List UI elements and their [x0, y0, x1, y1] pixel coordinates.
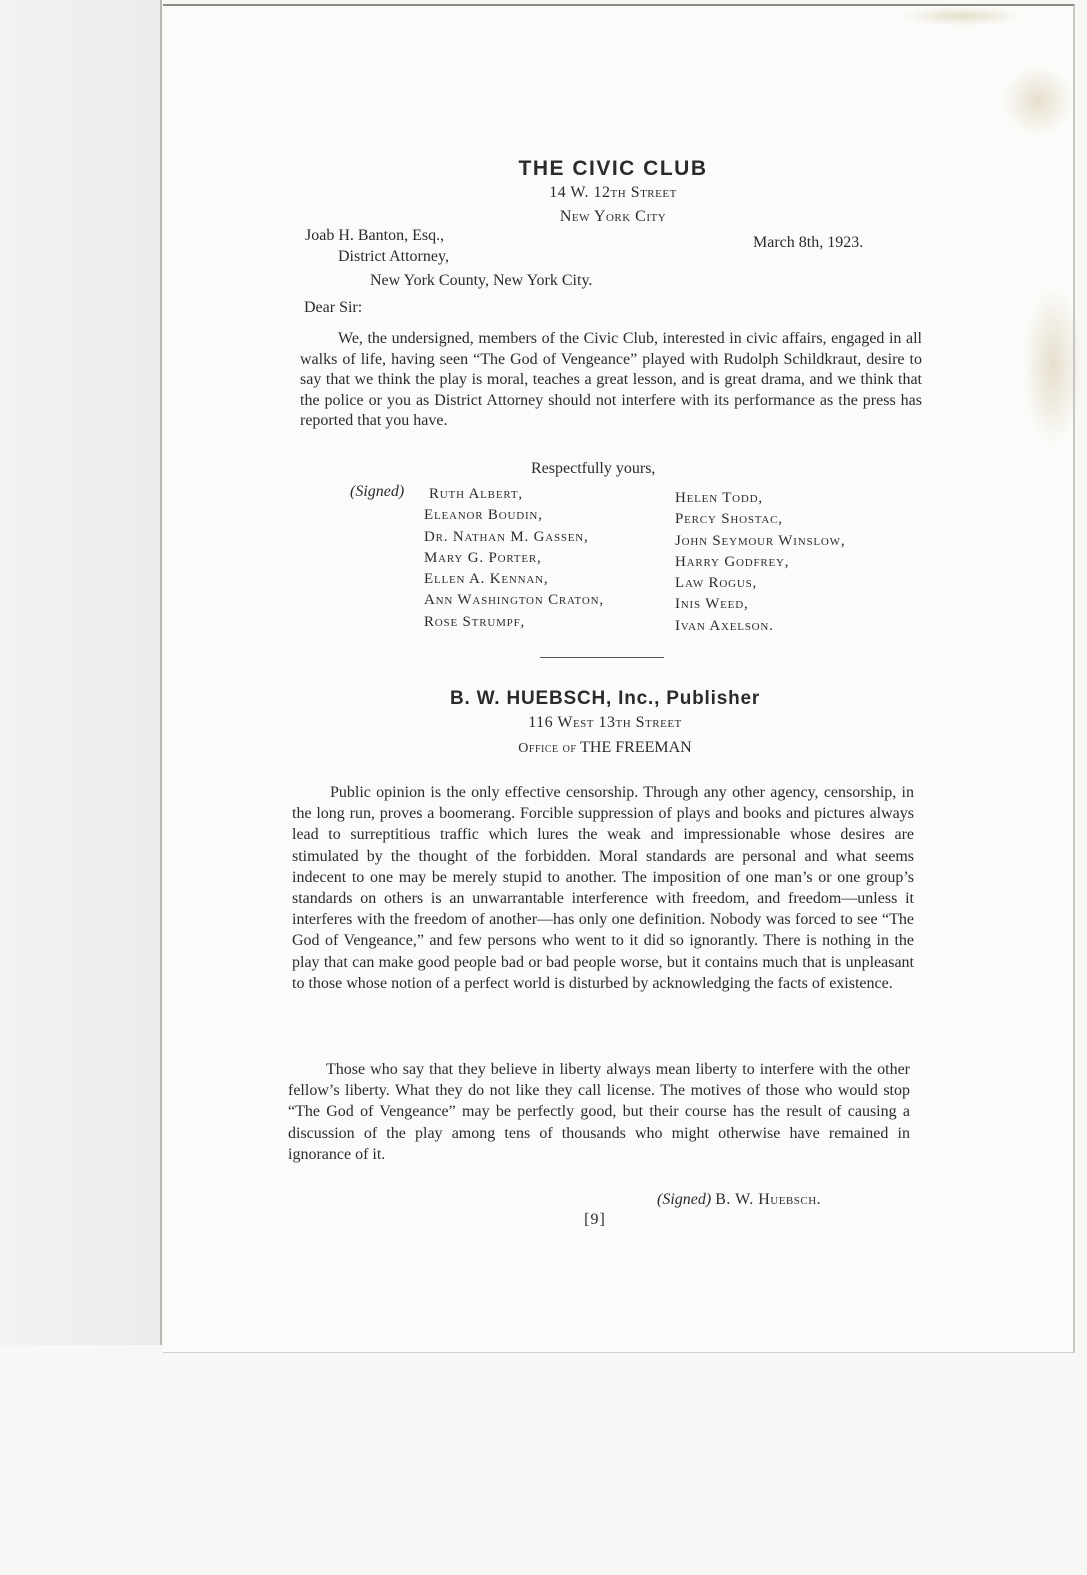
recipient-location: New York County, New York City. [370, 272, 593, 289]
recipient-title: District Attorney, [338, 248, 449, 265]
signatory: Ann Washington Craton, [424, 592, 604, 609]
office-prefix: Office of [518, 741, 577, 756]
signatories-left [424, 484, 604, 633]
signatory: Law Rogus, [675, 575, 758, 592]
letter-date: March 8th, 1923. [753, 234, 864, 251]
huebsch-paragraph-1: Public opinion is the only effective censorship. Through any other agency, censorship, in the long run, proves a boomerang. Forcible suppression of plays and books and pictures always lead to surreptitious traffic which lures the weak and impressionable whose desires are stimulated by the thought of the forbidden. Moral standards are personal and what seems indecent to one may be merely stupid to another. The imposition of one man’s or one group’s standards on others is an unwarrantable interference with freedom, and freedom—unless it interferes with the freedom of another—has only one definition. Nobody was forced to see “The God of Vengeance,” and few persons who went to it did so ignorantly. There is nothing in the play that can make good people bad or bad people worse, but it contains much that is unpleasant to those whose notion of a perfect world is disturbed by acknowledging the facts of existence. [292, 784, 914, 992]
huebsch-paragraph-2: Those who say that they believe in liberty always mean liberty to interfere with the other fellow’s liberty. What they do not like they call license. The motives of those who would stop “The God of Vengeance” may be perfectly good, but their course has the result of causing a discussion of the play among tens of thousands who might otherwise have remained in ignorance of it. [288, 1061, 910, 1163]
age-stain [1003, 66, 1073, 136]
previous-page-edge [0, 0, 162, 1345]
signed-label: (Signed) [657, 1191, 712, 1208]
signatory: Eleanor Boudin, [424, 507, 543, 524]
signatory: Rose Strumpf, [424, 613, 526, 630]
signatory: Ruth Albert, [429, 486, 523, 502]
closing: Respectfully yours, [531, 460, 656, 477]
signatory: Dr. Nathan M. Gassen, [424, 528, 589, 545]
civic-club-address: 14 W. 12th Street [549, 184, 677, 201]
signatory: Inis Weed, [675, 596, 749, 613]
civic-club-heading: THE CIVIC CLUB [518, 157, 708, 180]
signatory: Harry Godfrey, [675, 553, 790, 570]
huebsch-heading [355, 688, 855, 710]
signatory: Percy Shostac, [675, 511, 783, 528]
signatory: Helen Todd, [675, 490, 763, 506]
signatory: John Seymour Winslow, [675, 532, 846, 549]
office-name: THE FREEMAN [580, 739, 692, 756]
age-stain [903, 6, 1023, 26]
signed-label: (Signed) [350, 483, 405, 500]
section-divider [540, 657, 664, 658]
signatory: Ellen A. Kennan, [424, 571, 549, 588]
signatory: Ivan Axelson. [675, 617, 774, 634]
page-number: [9] [584, 1211, 606, 1228]
civic-club-letter-body: We, the undersigned, members of the Civic Club, interested in civic affairs, engaged in all walks of life, having seen “The God of Vengeance” played with Rudolph Schildkraut, desire to say that we think the play is moral, teaches a great lesson, and is great drama, and we think that the police or you as District Attorney should not interfere with its performance as the press has reported that you have. [300, 330, 922, 430]
recipient-name: Joab H. Banton, Esq., [305, 227, 445, 244]
civic-club-city: New York City [559, 208, 667, 225]
salutation: Dear Sir: [304, 299, 363, 316]
huebsch-signature: B. W. Huebsch. [715, 1191, 822, 1208]
huebsch-office [355, 739, 855, 757]
age-stain [1023, 286, 1083, 446]
signatories-right [675, 488, 845, 637]
huebsch-address: 116 West 13th Street [528, 714, 682, 731]
huebsch-signature-line [657, 1191, 821, 1209]
huebsch-heading-text: B. W. HUEBSCH, Inc., Publisher [449, 688, 761, 709]
signatory: Mary G. Porter, [424, 549, 542, 566]
